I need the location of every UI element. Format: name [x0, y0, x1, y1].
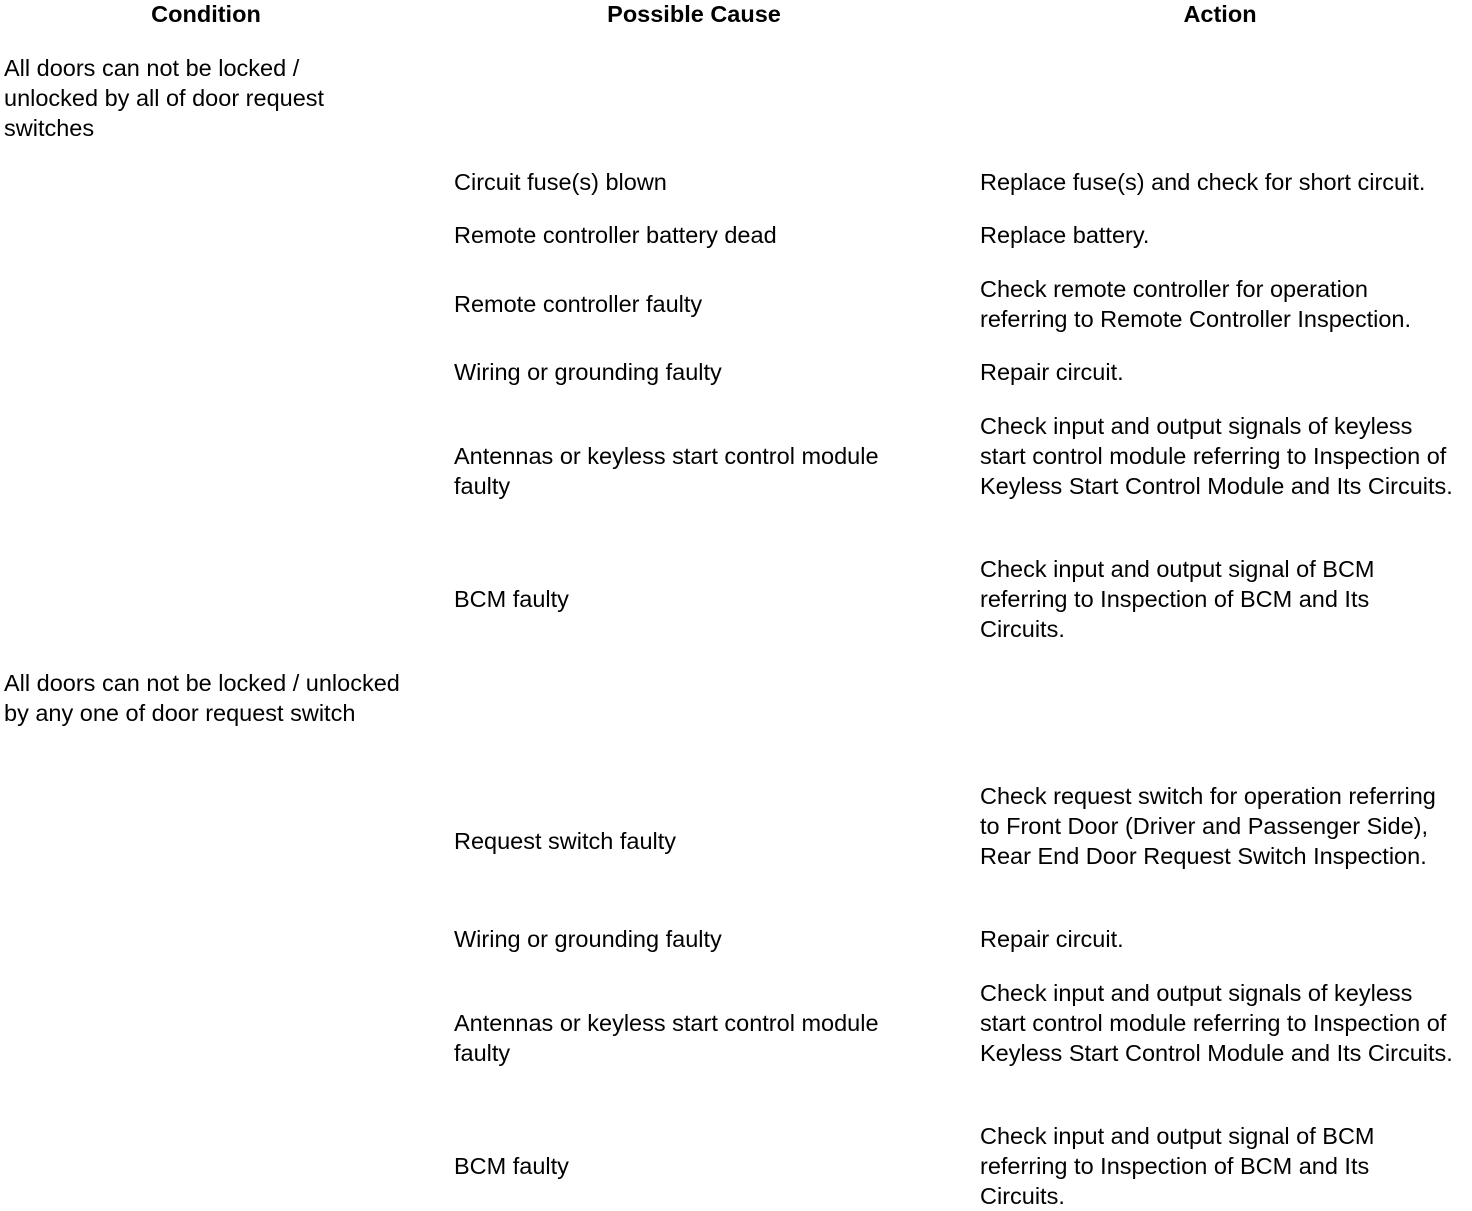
- cause-cell: Antennas or keyless start control module faulty: [454, 443, 879, 499]
- cause-cell: BCM faulty: [454, 1153, 569, 1179]
- cause-cell: Circuit fuse(s) blown: [454, 169, 667, 195]
- header-action: Action: [1183, 1, 1257, 27]
- action-cell: Replace fuse(s) and check for short circuit.: [980, 169, 1426, 195]
- action-cell: Check input and output signals of keyless start control module referring to Inspection of Keyless Start Control Module and Its Circuits.: [980, 413, 1453, 499]
- action-cell: Check remote controller for operation referring to Remote Controller Inspection.: [980, 276, 1412, 332]
- condition-group-2: All doors can not be locked / unlocked by any one of door request switch: [4, 670, 400, 726]
- cause-cell: Wiring or grounding faulty: [454, 359, 722, 385]
- action-cell: Check input and output signal of BCM referring to Inspection of BCM and Its Circuits.: [980, 1123, 1375, 1209]
- cause-cell: Antennas or keyless start control module faulty: [454, 1010, 879, 1066]
- cause-cell: BCM faulty: [454, 586, 569, 612]
- cause-cell: Wiring or grounding faulty: [454, 926, 722, 952]
- action-cell: Repair circuit.: [980, 926, 1124, 952]
- condition-group-1: All doors can not be locked / unlocked by all of door request switches: [4, 55, 325, 141]
- action-cell: Replace battery.: [980, 222, 1150, 248]
- header-condition: Condition: [151, 1, 261, 27]
- action-cell: Check request switch for operation referring to Front Door (Driver and Passenger Side), Rear End Door Request Switch Inspection.: [980, 783, 1436, 869]
- cause-cell: Remote controller faulty: [454, 291, 703, 317]
- action-cell: Check input and output signals of keyless start control module referring to Inspection of Keyless Start Control Module and Its Circuits.: [980, 980, 1453, 1066]
- action-cell: Check input and output signal of BCM referring to Inspection of BCM and Its Circuits.: [980, 556, 1375, 642]
- header-possible-cause: Possible Cause: [607, 1, 781, 27]
- cause-cell: Remote controller battery dead: [454, 222, 777, 248]
- action-cell: Repair circuit.: [980, 359, 1124, 385]
- cause-cell: Request switch faulty: [454, 828, 677, 854]
